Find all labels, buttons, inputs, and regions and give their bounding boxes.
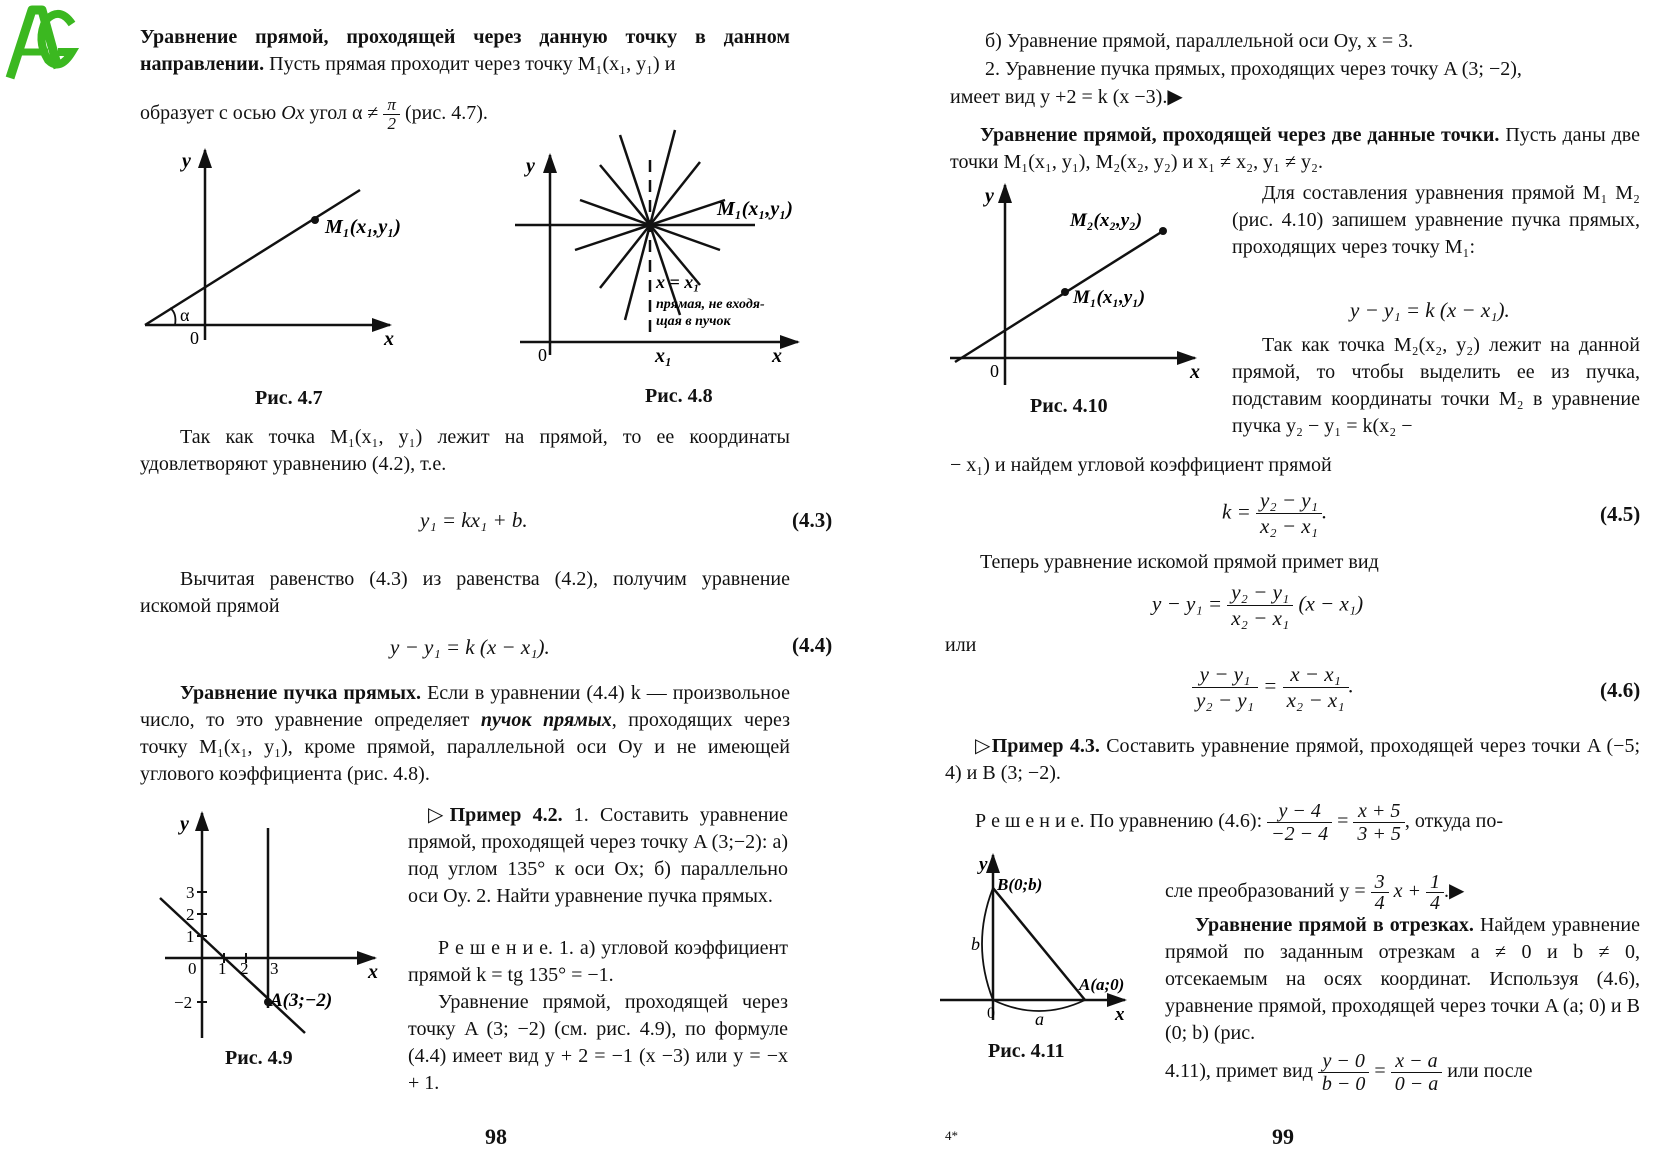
fig48-note-2: щая в пучок [656,314,731,329]
footmark: 4* [945,1128,958,1143]
equation-4-5-number: (4.5) [1600,502,1641,526]
fig411-origin: 0 [987,1005,995,1022]
fig49-tick-y1: 1 [186,927,195,946]
equation-4-3-number: (4.3) [792,508,833,532]
equation-4-4: y − y₁ = k (x − x₁). [390,635,550,659]
right-or: или [945,634,977,656]
solution-4-2-a: Р е ш е н и е. 1. а) угловой коэффициент прямой k = tg 135° = −1. [408,937,788,986]
figure-4-11 [935,850,1145,1060]
fig49-tick-x2: 2 [240,959,249,978]
right-substitute-paragraph: Так как точка M₂(x₂, y₂) лежит на данной прямой, то чтобы выделить ее из пучка, подставим координаты точки M₂ в уравнение пучка y₂ − y₁ = k(x₂ − [1232,334,1640,437]
caption-fig-4-10: Рис. 4.10 [1030,395,1108,417]
fig48-origin: 0 [538,345,547,365]
fig411-point-a: A(a;0) [1079,975,1125,994]
fig47-alpha: α [180,305,190,325]
fig48-note-1: прямая, не входя- [656,297,765,312]
fig49-y-label: y [180,813,189,835]
fig410-m2-label: M₂(x₂,y₂) [1070,210,1143,231]
fig49-origin: 0 [188,959,197,978]
right-line-pencil-eq: имеет вид y +2 = k (x −3).▶ [950,86,1183,108]
fig49-tick-y3: 3 [186,883,195,902]
caption-fig-4-8: Рис. 4.8 [645,385,713,407]
fig410-m1-label: M₁(x₁,y₁) [1073,287,1146,308]
page-number-left: 98 [485,1124,507,1149]
equation-4-5: k = $\frac{\text{y₂ − y₁}}{\text{x₂ − x₁}}$ . [1222,488,1328,538]
example-4-3: ▷Пример 4.3. Составить уравнение прямой, проходящей через точки A (−5; 4) и B (3; −2). [945,735,1640,784]
fig411-y-label: y [979,854,988,875]
fig47-y-label: y [182,150,191,172]
caption-fig-4-9: Рис. 4.9 [225,1047,293,1069]
fig411-x-label: x [1115,1004,1125,1025]
caption-fig-4-7: Рис. 4.7 [255,387,323,409]
fig49-tick-y2: 2 [186,905,195,924]
fig48-x1-tick: x₁ [655,345,672,367]
intercepts-formula-line: 4.11), примет вид $\frac{y - 0}{b - 0}$ = $\frac{x - a}{0 - a}$ или после [1165,1050,1533,1095]
figure-4-9 [160,808,390,1068]
right-now-paragraph: Теперь уравнение искомой прямой примет вид [980,551,1379,573]
right-line-pencil: 2. Уравнение пучка прямых, проходящих через точку A (3; −2), [985,58,1522,80]
fig411-b: b [971,934,980,954]
section-pencil-of-lines: Уравнение пучка прямых. Если в уравнении (4.4) k — произвольное число, то это уравнение определяет пучок прямых, проходящих через точку M₁(x₁, y₁), кроме прямой, параллельной оси Oy и не имеющей углового коэффициента (рис. 4.8). [140,682,791,785]
left-line-angle: образует с осью Ox угол α ≠ $\frac{\pi}{2}$ (рис. 4.7). [140,95,488,133]
caption-fig-4-11: Рис. 4.11 [988,1040,1065,1062]
right-substitute-end: − x₁) и найдем угловой коэффициент прямой [950,454,1332,476]
equation-line-two-points: y − y₁ = $\frac{\text{y₂ − y₁}}{\text{x₂ − x₁}}$ (x − x₁) [1152,580,1364,630]
left-paragraph-subtract: Вычитая равенство (4.3) из равенства (4.2), получим уравнение искомой прямой [140,568,790,617]
figure-4-8 [520,150,820,367]
right-compose-paragraph: Для составления уравнения прямой M₁ M₂ (рис. 4.10) запишем уравнение пучка прямых, проходящих через точку M₁: [1232,182,1640,258]
logo [2,2,78,82]
fig47-x-label: x [384,328,394,350]
page-number-right: 99 [1272,1124,1294,1149]
fig49-point-a: A(3;−2) [270,990,333,1011]
fig410-origin: 0 [990,361,999,381]
example-4-2: ▷Пример 4.2. 1. Составить уравнение прямой, проходящей через точку A (3;−2): а) под углом 135° к оси Ox; б) параллельно оси Oy. 2. Найти уравнение пучка прямых. [408,804,788,907]
section-two-points: Уравнение прямой, проходящей через две данные точки. Пусть даны две точки M₁(x₁, y₁), M₂(x₂, y₂) и x₁ ≠ x₂, y₁ ≠ y₂. [950,124,1640,173]
fig49-tick-ym2: −2 [174,993,193,1012]
fig48-vertical-eq: x = x₁ [656,272,700,292]
equation-4-4-number: (4.4) [792,633,833,657]
section-intercepts: Уравнение прямой в отрезках. Найдем уравнение прямой по заданным отрезкам a ≠ 0 и b ≠ 0, отсекаемым на осях координат. Используя (4.6), уравнение прямой, проходящей через точки A (a; 0) и B (0; b) (рис. [1165,914,1641,1044]
equation-4-3: y₁ = kx₁ + b. [420,508,528,532]
fig49-x-label: x [368,961,378,983]
fig47-origin: 0 [190,328,199,348]
equation-4-6: $\frac{\text{y − y₁}}{\text{y₂ − y₁}}$ = $\frac{\text{x − x₁}}{\text{x₂ − x₁}}$ . [1192,662,1354,713]
right-line-parallel: б) Уравнение прямой, параллельной оси Oy, x = 3. [985,30,1414,52]
fig410-y-label: y [985,185,994,207]
fig48-x-label: x [772,345,782,367]
fig411-point-b: B(0;b) [997,875,1043,894]
fig410-x-label: x [1190,361,1200,383]
fig49-tick-x3: 3 [270,959,279,978]
fig47-point-label: M₁(x₁,y₁) [325,216,401,238]
fig411-a: a [1035,1009,1044,1029]
section-head-point-direction: Уравнение прямой, проходящей через данную точку в данном направлении. Пусть прямая проходит через точку M₁(x₁, y₁) и [140,26,790,75]
fig48-y-label: y [526,155,535,177]
solution-4-3: Р е ш е н и е. По уравнению (4.6): $\frac{y - 4}{-2 - 4}$ = $\frac{x + 5}{3 + 5}$ , откуда по- [975,800,1503,845]
figure-4-10 [950,180,1210,390]
solution-4-3-continued: сле преобразований y = $\frac{3}{4}$ x + $\frac{1}{4}$ .▶ [1165,871,1465,914]
equation-4-6-number: (4.6) [1600,678,1641,702]
left-paragraph-coordinates: Так как точка M₁(x₁, y₁) лежит на прямой, то ее координаты удовлетворяют уравнению (4.2), т.е. [140,426,790,475]
solution-4-2-b: Уравнение прямой, проходящей через точку A (3; −2) (см. рис. 4.9), по формуле (4.4) имеет вид y + 2 = −1 (x −3) или y = −x + 1. [408,991,788,1094]
fig48-point-label: M₁(x₁,y₁) [717,198,793,220]
figure-4-7 [140,145,401,350]
fig49-tick-x1: 1 [218,959,227,978]
equation-pencil: y − y₁ = k (x − x₁). [1350,298,1510,322]
